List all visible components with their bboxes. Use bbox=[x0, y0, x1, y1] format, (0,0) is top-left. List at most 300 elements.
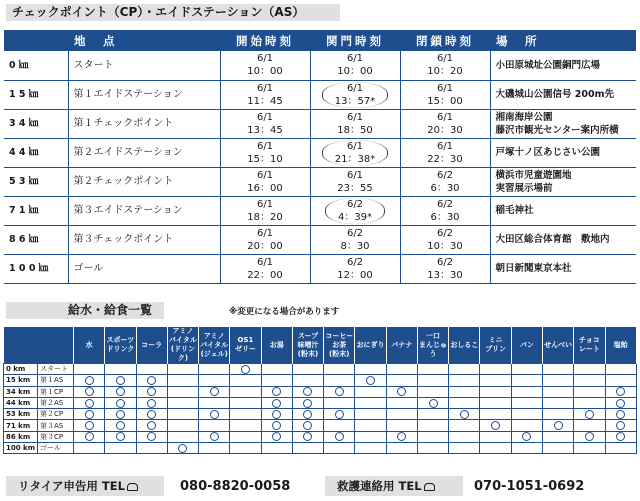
gate-time: 23：55 bbox=[337, 182, 373, 194]
supply-km: 71 km bbox=[4, 420, 38, 431]
supply-item-header bbox=[105, 327, 136, 364]
start-time: 10：00 bbox=[247, 66, 283, 78]
supply-cell bbox=[74, 364, 105, 375]
gate-time: 13：57* bbox=[334, 95, 376, 107]
available-circle-icon bbox=[616, 421, 625, 430]
supply-cell bbox=[480, 375, 511, 386]
row-place bbox=[490, 225, 636, 254]
row-gate bbox=[310, 225, 400, 254]
row-point bbox=[68, 225, 220, 254]
supply-item-label: スポーツ bbox=[106, 336, 135, 344]
available-circle-icon bbox=[303, 421, 312, 430]
supply-cell bbox=[386, 443, 417, 454]
checkpoint-table-header bbox=[4, 30, 636, 51]
supply-cell bbox=[355, 420, 386, 431]
supply-point: ゴール bbox=[38, 443, 74, 454]
checkpoint-row bbox=[4, 109, 636, 138]
supply-cell bbox=[542, 431, 573, 442]
point-text: 第２エイドステーション bbox=[73, 147, 183, 158]
supply-cell bbox=[542, 409, 573, 420]
supply-cell bbox=[292, 443, 323, 454]
row-point bbox=[68, 109, 220, 138]
close-date: 6/2 bbox=[436, 256, 454, 268]
row-km bbox=[4, 80, 68, 109]
available-circle-icon bbox=[616, 410, 625, 419]
supply-cell bbox=[261, 386, 292, 397]
supply-item-label: バイタル bbox=[168, 336, 197, 344]
supply-cell bbox=[480, 431, 511, 442]
gate-date: 6/2 bbox=[346, 227, 364, 239]
row-close bbox=[400, 138, 490, 167]
supply-cell bbox=[74, 431, 105, 442]
supply-km: 34 km bbox=[4, 386, 38, 397]
supply-cell bbox=[136, 364, 167, 375]
supply-cell bbox=[167, 431, 198, 442]
supply-item-label: ドリンク bbox=[106, 345, 135, 353]
available-circle-icon bbox=[116, 376, 125, 385]
place-line: 大磯城山公園信号 200m先 bbox=[495, 89, 615, 100]
supply-cell bbox=[511, 431, 542, 442]
supply-cell bbox=[542, 364, 573, 375]
supply-cell bbox=[199, 386, 230, 397]
row-point bbox=[68, 196, 220, 225]
available-circle-icon bbox=[272, 399, 281, 408]
supply-row bbox=[4, 409, 637, 420]
close-date: 6/2 bbox=[436, 227, 454, 239]
supply-cell bbox=[292, 431, 323, 442]
km-text: 0 ㎞ bbox=[9, 59, 29, 71]
supply-cell bbox=[230, 397, 261, 408]
supply-cell bbox=[355, 386, 386, 397]
supply-item-header bbox=[449, 327, 480, 364]
supplies-table-header bbox=[4, 327, 637, 364]
supply-cell bbox=[449, 397, 480, 408]
close-time: 15：00 bbox=[427, 95, 463, 107]
supply-cell bbox=[386, 397, 417, 408]
supply-cell bbox=[105, 397, 136, 408]
supply-cell bbox=[199, 409, 230, 420]
supply-cell bbox=[449, 364, 480, 375]
supply-cell bbox=[386, 386, 417, 397]
point-text: 第２チェックポイント bbox=[73, 176, 174, 187]
available-circle-icon bbox=[210, 410, 219, 419]
supply-cell bbox=[542, 375, 573, 386]
supply-cell bbox=[480, 386, 511, 397]
gate-date: 6/1 bbox=[346, 53, 364, 65]
supplies-table bbox=[3, 327, 637, 454]
supply-cell bbox=[167, 409, 198, 420]
supply-cell bbox=[355, 409, 386, 420]
row-point bbox=[68, 51, 220, 80]
row-place bbox=[490, 138, 636, 167]
available-circle-icon bbox=[272, 410, 281, 419]
supply-item-label: ゼリー bbox=[234, 345, 256, 353]
supply-cell bbox=[199, 364, 230, 375]
header-close: 閉鎖時刻 bbox=[400, 30, 490, 51]
supply-cell bbox=[261, 375, 292, 386]
supply-cell bbox=[449, 375, 480, 386]
header-place: 場 所 bbox=[490, 30, 636, 51]
gate-time: 12：00 bbox=[337, 269, 373, 281]
close-time: 10：30 bbox=[427, 240, 463, 252]
supply-cell bbox=[136, 397, 167, 408]
available-circle-icon bbox=[116, 399, 125, 408]
row-start bbox=[220, 196, 310, 225]
row-place bbox=[490, 109, 636, 138]
supply-point: 第３AS bbox=[38, 420, 74, 431]
supply-row bbox=[4, 364, 637, 375]
km-text: 4 4 ㎞ bbox=[9, 147, 39, 158]
supply-cell bbox=[355, 397, 386, 408]
start-time: 11：45 bbox=[247, 95, 283, 107]
km-text: 7 1 ㎞ bbox=[9, 205, 39, 216]
supplies-note: ※変更になる場合があります bbox=[229, 307, 340, 317]
supply-item-header bbox=[199, 327, 230, 364]
gate-time: 8：30 bbox=[340, 240, 370, 252]
available-circle-icon bbox=[616, 387, 625, 396]
start-date: 6/1 bbox=[256, 169, 274, 181]
start-time: 22：00 bbox=[247, 269, 283, 281]
supply-cell bbox=[167, 364, 198, 375]
retire-tel-label: リタイア申告用 TEL bbox=[6, 476, 164, 496]
supply-km: 53 km bbox=[4, 409, 38, 420]
supply-item-label: 水 bbox=[85, 340, 93, 349]
row-km bbox=[4, 138, 68, 167]
available-circle-icon bbox=[491, 421, 500, 430]
row-gate bbox=[310, 51, 400, 80]
supply-cell bbox=[417, 431, 448, 442]
supply-cell bbox=[417, 443, 448, 454]
supply-cell bbox=[511, 364, 542, 375]
available-circle-icon bbox=[147, 410, 156, 419]
supply-cell bbox=[480, 420, 511, 431]
available-circle-icon bbox=[85, 410, 94, 419]
supply-cell bbox=[355, 443, 386, 454]
km-text: 5 3 ㎞ bbox=[9, 176, 39, 187]
available-circle-icon bbox=[85, 399, 94, 408]
supply-item-label: ミニ bbox=[488, 336, 503, 344]
supply-cell bbox=[74, 386, 105, 397]
available-circle-icon bbox=[303, 432, 312, 441]
available-circle-icon bbox=[210, 387, 219, 396]
supply-item-label: 塩飴 bbox=[613, 340, 628, 349]
available-circle-icon bbox=[210, 432, 219, 441]
supply-cell bbox=[542, 386, 573, 397]
supply-cell bbox=[230, 443, 261, 454]
supply-cell bbox=[230, 431, 261, 442]
close-time: 6：30 bbox=[430, 182, 460, 194]
supply-cell bbox=[105, 420, 136, 431]
supply-item-header bbox=[136, 327, 167, 364]
supply-cell bbox=[542, 420, 573, 431]
row-place bbox=[490, 167, 636, 196]
supply-cell bbox=[605, 409, 636, 420]
supply-item-label: おにぎり bbox=[356, 340, 385, 349]
supply-cell bbox=[605, 364, 636, 375]
close-date: 6/2 bbox=[436, 198, 454, 210]
supply-cell bbox=[167, 420, 198, 431]
row-start bbox=[220, 51, 310, 80]
available-circle-icon bbox=[85, 432, 94, 441]
supply-cell bbox=[136, 420, 167, 431]
checkpoint-row bbox=[4, 254, 636, 283]
supply-cell bbox=[417, 409, 448, 420]
km-text: 1 0 0 ㎞ bbox=[9, 263, 49, 274]
rescue-tel-number[interactable]: 070-1051-0692 bbox=[474, 479, 585, 494]
close-time: 10：20 bbox=[427, 66, 463, 78]
supply-cell bbox=[605, 375, 636, 386]
section-title-supplies: 給水・給食一覧 bbox=[6, 302, 164, 319]
available-circle-icon bbox=[85, 421, 94, 430]
phone-icon bbox=[424, 483, 435, 491]
supply-cell bbox=[261, 397, 292, 408]
supply-row bbox=[4, 420, 637, 431]
start-date: 6/1 bbox=[256, 227, 274, 239]
row-gate bbox=[310, 167, 400, 196]
supply-point: スタート bbox=[38, 364, 74, 375]
supply-cell bbox=[292, 375, 323, 386]
supply-cell bbox=[386, 364, 417, 375]
point-text: 第３チェックポイント bbox=[73, 234, 174, 245]
available-circle-icon bbox=[116, 410, 125, 419]
supply-item-label: OS1 bbox=[237, 336, 254, 344]
row-start bbox=[220, 225, 310, 254]
row-close bbox=[400, 196, 490, 225]
available-circle-icon bbox=[335, 432, 344, 441]
row-point bbox=[68, 254, 220, 283]
supply-item-label: プリン bbox=[485, 345, 506, 353]
close-date: 6/1 bbox=[436, 53, 454, 65]
supply-cell bbox=[480, 364, 511, 375]
supply-cell bbox=[574, 420, 605, 431]
supply-item-label: バナナ bbox=[391, 340, 413, 349]
supply-km: 100 km bbox=[4, 443, 38, 454]
supply-item-header bbox=[292, 327, 323, 364]
available-circle-icon bbox=[585, 432, 594, 441]
km-text: 1 5 ㎞ bbox=[9, 89, 39, 100]
supply-cell bbox=[605, 420, 636, 431]
supply-km: 15 km bbox=[4, 375, 38, 386]
supply-row bbox=[4, 386, 637, 397]
row-point bbox=[68, 138, 220, 167]
close-date: 6/2 bbox=[436, 169, 454, 181]
supply-item-header bbox=[386, 327, 417, 364]
supply-point: 第１AS bbox=[38, 375, 74, 386]
point-text: 第１チェックポイント bbox=[73, 118, 174, 129]
supply-item-header bbox=[417, 327, 448, 364]
checkpoint-row bbox=[4, 51, 636, 80]
supply-item-label: 一口 bbox=[426, 331, 441, 340]
supply-km: 0 km bbox=[4, 364, 38, 375]
place-line: 小田原城址公園銅門広場 bbox=[495, 59, 601, 71]
place-line: 朝日新聞東京本社 bbox=[495, 263, 572, 274]
available-circle-icon bbox=[272, 432, 281, 441]
start-time: 18：20 bbox=[247, 211, 283, 223]
available-circle-icon bbox=[303, 399, 312, 408]
close-time: 6：30 bbox=[430, 211, 460, 223]
place-line: 大田区総合体育館 敷地内 bbox=[495, 234, 610, 245]
place-line: 戸塚十ノ区あじさい公園 bbox=[495, 147, 601, 158]
supply-cell bbox=[105, 375, 136, 386]
available-circle-icon bbox=[116, 432, 125, 441]
place-line: 湘南海岸公園 bbox=[495, 111, 553, 123]
supply-item-label: スープ bbox=[297, 331, 319, 340]
supply-km: 44 km bbox=[4, 397, 38, 408]
row-km bbox=[4, 196, 68, 225]
supply-item-header bbox=[74, 327, 105, 364]
supply-item-label: (ジェル) bbox=[200, 349, 228, 358]
supply-row bbox=[4, 375, 637, 386]
supply-cell bbox=[292, 364, 323, 375]
start-date: 6/1 bbox=[256, 53, 274, 65]
start-date: 6/1 bbox=[256, 140, 274, 152]
place-line: 藤沢市観光センター案内所横 bbox=[495, 124, 619, 136]
point-text: スタート bbox=[73, 59, 114, 71]
supply-row bbox=[4, 443, 637, 454]
row-gate bbox=[310, 138, 400, 167]
supply-row bbox=[4, 431, 637, 442]
row-km bbox=[4, 254, 68, 283]
supply-cell bbox=[230, 386, 261, 397]
start-time: 15：10 bbox=[247, 153, 283, 165]
supply-cell bbox=[199, 431, 230, 442]
supply-item-label: アミノ bbox=[172, 327, 194, 335]
available-circle-icon bbox=[241, 365, 250, 374]
supply-cell bbox=[292, 420, 323, 431]
supply-item-header bbox=[511, 327, 542, 364]
row-close bbox=[400, 254, 490, 283]
supply-cell bbox=[324, 431, 355, 442]
supply-cell bbox=[324, 397, 355, 408]
available-circle-icon bbox=[303, 387, 312, 396]
supply-item-label: せんべい bbox=[544, 340, 573, 349]
supply-cell bbox=[574, 375, 605, 386]
gate-date: 6/2 bbox=[346, 256, 364, 268]
gate-date: 6/2 bbox=[346, 198, 364, 210]
supply-cell bbox=[355, 364, 386, 375]
row-km bbox=[4, 167, 68, 196]
available-circle-icon bbox=[147, 399, 156, 408]
checkpoint-row bbox=[4, 80, 636, 109]
supply-item-header bbox=[324, 327, 355, 364]
supply-cell bbox=[417, 420, 448, 431]
supply-cell bbox=[74, 397, 105, 408]
supply-item-header bbox=[230, 327, 261, 364]
supply-cell bbox=[355, 431, 386, 442]
gate-date: 6/1 bbox=[346, 111, 364, 123]
available-circle-icon bbox=[178, 444, 187, 453]
start-date: 6/1 bbox=[256, 111, 274, 123]
row-place bbox=[490, 51, 636, 80]
row-start bbox=[220, 254, 310, 283]
supply-item-label: お湯 bbox=[269, 340, 284, 349]
available-circle-icon bbox=[335, 387, 344, 396]
supply-item-header bbox=[167, 327, 198, 364]
supply-cell bbox=[230, 409, 261, 420]
supply-cell bbox=[605, 431, 636, 442]
supply-cell bbox=[324, 420, 355, 431]
supply-point: 第１CP bbox=[38, 386, 74, 397]
supply-cell bbox=[574, 431, 605, 442]
retire-tel-number[interactable]: 080-8820-0058 bbox=[180, 479, 291, 494]
supply-cell bbox=[324, 375, 355, 386]
point-text: 第３エイドステーション bbox=[73, 205, 183, 216]
supply-cell bbox=[574, 364, 605, 375]
supply-item-label: 味噌汁 bbox=[297, 340, 319, 349]
row-point bbox=[68, 80, 220, 109]
supply-cell bbox=[386, 431, 417, 442]
supply-cell bbox=[386, 420, 417, 431]
available-circle-icon bbox=[85, 376, 94, 385]
available-circle-icon bbox=[616, 399, 625, 408]
supply-cell bbox=[324, 386, 355, 397]
available-circle-icon bbox=[272, 387, 281, 396]
gate-date: 6/1 bbox=[346, 169, 364, 181]
gate-time: 18：50 bbox=[337, 124, 373, 136]
supply-cell bbox=[261, 443, 292, 454]
row-start bbox=[220, 80, 310, 109]
supply-cell bbox=[292, 386, 323, 397]
supply-cell bbox=[105, 386, 136, 397]
supply-cell bbox=[574, 386, 605, 397]
checkpoint-table bbox=[4, 30, 636, 284]
available-circle-icon bbox=[116, 387, 125, 396]
place-line: 横浜市児童遊園地 bbox=[495, 169, 572, 181]
available-circle-icon bbox=[429, 399, 438, 408]
row-close bbox=[400, 167, 490, 196]
supply-row bbox=[4, 397, 637, 408]
supply-cell bbox=[261, 409, 292, 420]
gate-date: 6/1 bbox=[346, 140, 364, 152]
supply-cell bbox=[574, 443, 605, 454]
available-circle-icon bbox=[147, 421, 156, 430]
supply-cell bbox=[261, 431, 292, 442]
header-station bbox=[4, 327, 74, 364]
supply-cell bbox=[136, 375, 167, 386]
row-point bbox=[68, 167, 220, 196]
supply-cell bbox=[542, 443, 573, 454]
supply-cell bbox=[324, 443, 355, 454]
close-date: 6/1 bbox=[436, 140, 454, 152]
supply-cell bbox=[74, 443, 105, 454]
supply-cell bbox=[136, 443, 167, 454]
supply-cell bbox=[480, 397, 511, 408]
supply-cell bbox=[511, 420, 542, 431]
row-km bbox=[4, 51, 68, 80]
supply-item-header bbox=[355, 327, 386, 364]
available-circle-icon bbox=[272, 421, 281, 430]
available-circle-icon bbox=[303, 410, 312, 419]
point-text: 第１エイドステーション bbox=[73, 89, 183, 100]
place-line: 実習展示場前 bbox=[495, 182, 553, 194]
supply-cell bbox=[449, 443, 480, 454]
available-circle-icon bbox=[147, 376, 156, 385]
supply-point: 第２CP bbox=[38, 409, 74, 420]
gate-time: 4：39* bbox=[337, 211, 373, 223]
supply-cell bbox=[261, 364, 292, 375]
supply-item-label: おしるこ bbox=[450, 340, 479, 349]
supply-cell bbox=[449, 420, 480, 431]
supply-cell bbox=[417, 397, 448, 408]
row-start bbox=[220, 138, 310, 167]
supply-cell bbox=[574, 397, 605, 408]
supply-cell bbox=[105, 431, 136, 442]
supply-cell bbox=[386, 409, 417, 420]
supply-cell bbox=[605, 386, 636, 397]
supply-cell bbox=[74, 420, 105, 431]
supply-cell bbox=[480, 443, 511, 454]
supply-cell bbox=[230, 364, 261, 375]
